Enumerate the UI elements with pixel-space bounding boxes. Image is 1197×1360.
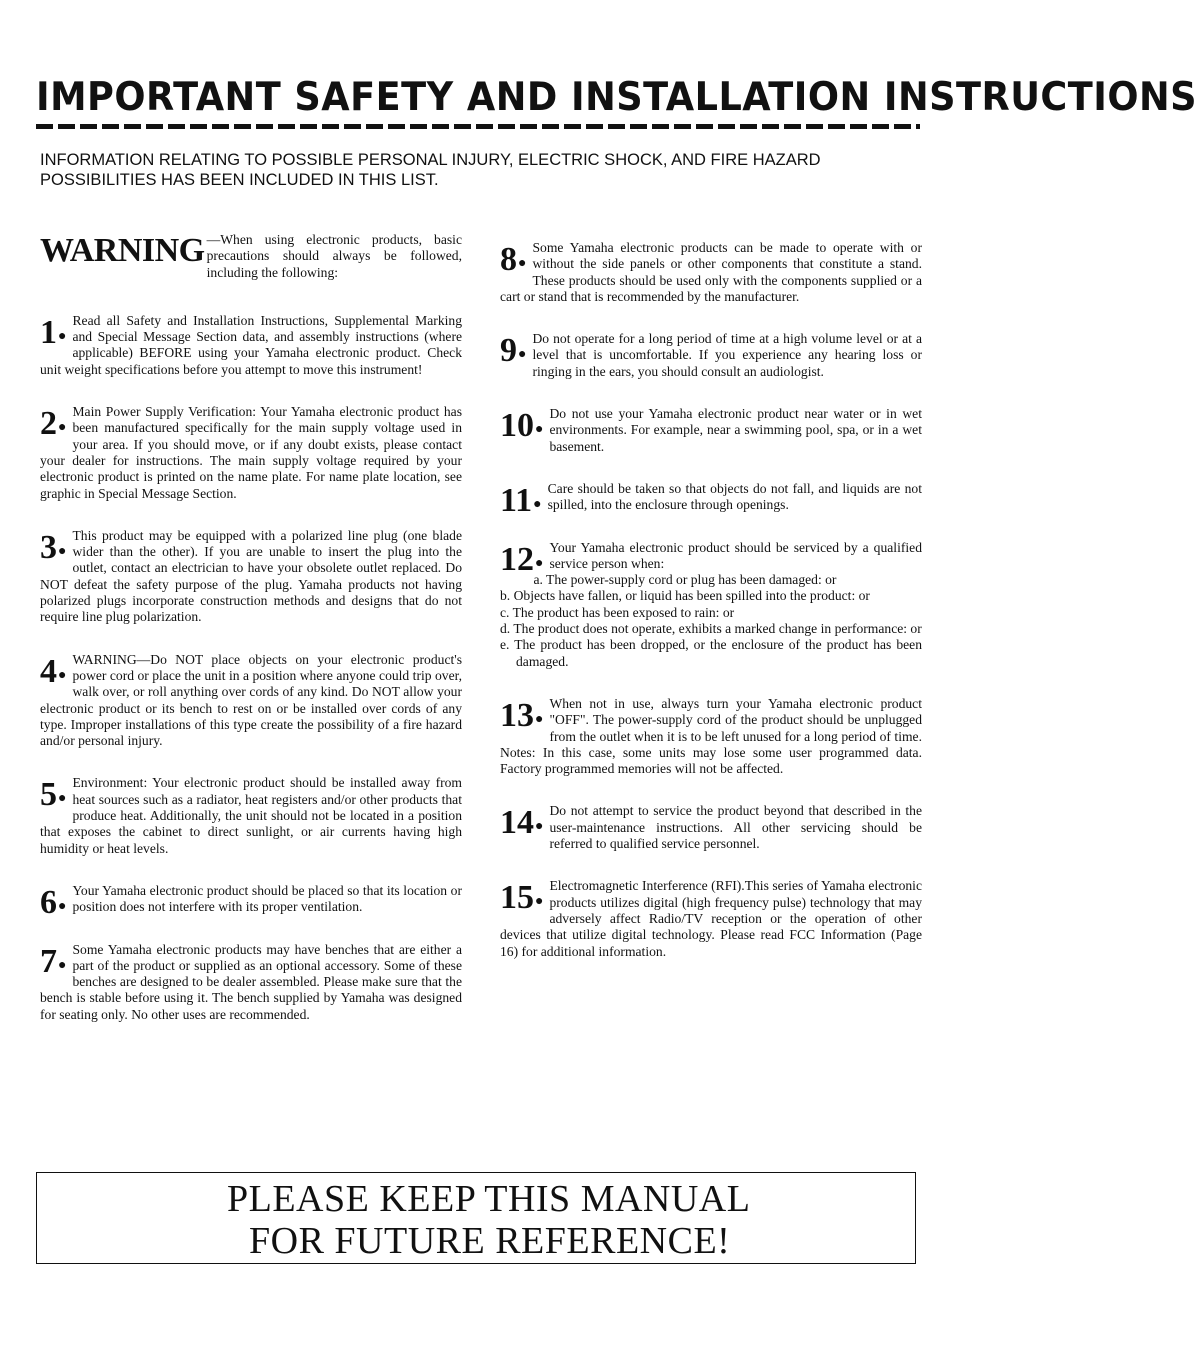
bullet-dot-icon: ● <box>58 667 67 683</box>
bullet-dot-icon: ● <box>58 791 67 807</box>
bullet-dot-icon: ● <box>535 422 544 438</box>
item-number-value: 2 <box>40 405 57 443</box>
safety-item <box>500 480 922 519</box>
safety-item <box>500 331 922 380</box>
bullet-dot-icon: ● <box>58 328 67 344</box>
item-number <box>40 313 67 351</box>
item-number-value: 10 <box>500 407 534 445</box>
item-text: Do not use your Yamaha electronic product near water or in wet environments. For example, near a swimming pool, spa, or in a wet basement. <box>549 406 922 454</box>
item-number-value: 1 <box>40 313 57 351</box>
safety-item <box>40 528 462 626</box>
safety-item <box>40 652 462 750</box>
item-number <box>40 405 67 443</box>
item-text: When not in use, always turn your Yamaha electronic product "OFF". The power-supply cord of the product should be unplugged from the outlet when it is to be left unused for a long period of time. Notes: In this case, some units may lose some user programmed data. Factory programmed memories will not be affected. <box>500 695 922 777</box>
item-text: Do not operate for a long period of time at a high volume level or at a level that is uncomfortable. If you experience any hearing loss or ringing in the ears, you should consult an audiologist. <box>532 331 922 379</box>
item-number <box>40 652 67 690</box>
safety-item <box>500 878 922 959</box>
list-item: d. The product does not operate, exhibits a marked change in performance: or <box>500 621 922 637</box>
item-number-value: 7 <box>40 942 57 980</box>
item-text: Care should be taken so that objects do not fall, and liquids are not spilled, into the enclosure through openings. <box>547 480 922 513</box>
list-item: c. The product has been exposed to rain: or <box>500 604 735 620</box>
item-text: Some Yamaha electronic products may have benches that are either a part of the product or supplied as an optional accessory. Some of these benches are designed to be dealer assembled. Please make sure that the bench is stable before using it. The bench supplied by Yamaha was designed for seating only. No other uses are recommended. <box>40 941 462 1022</box>
keep-manual-box <box>36 1172 916 1264</box>
item-number-value: 15 <box>500 879 534 917</box>
bullet-dot-icon: ● <box>58 957 67 973</box>
item-text: Environment: Your electronic product should be installed away from heat sources such as a radiator, heat registers and/or other products that produce heat. Additionally, the unit should not be located in a position that exposes the cabinet to direct sunlight, or air currents having high humidity or heat levels. <box>40 775 462 856</box>
bullet-dot-icon: ● <box>58 898 67 914</box>
item-text: Some Yamaha electronic products can be made to operate with or without the side panels or other components that constitute a stand. These products should be used only with the components supplied or a cart or stand that is recommended by the manufacturer. <box>500 240 922 304</box>
keep-manual-line-1: PLEASE KEEP THIS MANUAL <box>227 1178 751 1220</box>
item-text: Electromagnetic Interference (RFI).This series of Yamaha electronic products utilizes digital (high frequency pulse) technology that may adversely affect Radio/TV reception or the operation of other devices that utilize digital technology. Please read FCC Information (Page 16) for additional information. <box>500 878 922 959</box>
item-number-value: 12 <box>500 540 534 578</box>
bullet-dot-icon: ● <box>58 543 67 559</box>
item-number <box>500 804 544 842</box>
item-number <box>500 879 544 917</box>
left-column <box>40 232 462 1049</box>
item-number-value: 13 <box>500 696 534 734</box>
bullet-dot-icon: ● <box>535 555 544 571</box>
item-number-value: 11 <box>500 481 533 519</box>
item-text: Your Yamaha electronic product should be placed so that its location or position does not interfere with its proper ventilation. <box>72 882 462 915</box>
item-number <box>500 481 542 519</box>
bullet-dot-icon: ● <box>535 894 544 910</box>
warning-heading: WARNING <box>40 232 205 269</box>
bullet-dot-icon: ● <box>518 256 527 271</box>
keep-manual-line-2: FOR FUTURE REFERENCE! <box>249 1220 731 1262</box>
list-item: a. The power-supply cord or plug has been damaged: or <box>533 572 837 588</box>
item-number <box>500 407 544 445</box>
safety-item <box>500 803 922 852</box>
item-number-value: 4 <box>40 652 57 690</box>
item-number-value: 5 <box>40 776 57 814</box>
item-number <box>40 883 67 921</box>
bullet-dot-icon: ● <box>535 819 544 835</box>
item-number-value: 8 <box>500 241 517 278</box>
bullet-dot-icon: ● <box>533 496 542 512</box>
item-number-value: 9 <box>500 332 517 370</box>
safety-item <box>40 882 462 921</box>
list-item: e. The product has been dropped, or the enclosure of the product has been damaged. <box>500 637 922 669</box>
warning-block <box>40 232 462 281</box>
item-number-value: 3 <box>40 528 57 566</box>
bullet-dot-icon: ● <box>535 711 544 727</box>
safety-item <box>500 696 922 777</box>
safety-item <box>500 406 922 455</box>
item-text: Your Yamaha electronic product should be serviced by a qualified service person when: <box>549 539 922 571</box>
item-text: This product may be equipped with a polarized line plug (one blade wider than the other). If you are unable to insert the plug into the outlet, contact an electrician to have your obsolete outlet replaced. Do NOT defeat the safety purpose of the plug. Yamaha products not having polarized plugs incorporate construction methods and designs that do not require line plug polarization. <box>40 527 462 625</box>
item-number <box>40 528 67 566</box>
safety-item <box>40 942 462 1023</box>
item-number <box>500 241 527 278</box>
safety-item <box>40 404 462 502</box>
item-number <box>40 776 67 814</box>
page-title: IMPORTANT SAFETY AND INSTALLATION INSTRUCTIONS <box>36 75 1197 120</box>
item-text: WARNING—Do NOT place objects on your electronic product's power cord or place the unit in a position where anyone could trip over, walk over, or roll anything over cords of any kind. Do NOT allow your electronic product or its bench to rest on or be installed over cords of any type. Improper installations of this type create the possibility of a fire hazard and/or personal injury. <box>40 651 462 749</box>
item-number <box>40 942 67 980</box>
item-text: Main Power Supply Verification: Your Yamaha electronic product has been manufactured specifically for the main supply voltage used in your area. If you should move, or if any doubt exists, please contact your dealer for instructions. The main supply voltage required by your electronic product is printed on the name plate. For name plate location, see graphic in Special Message Section. <box>40 404 462 501</box>
service-conditions-list <box>500 572 922 670</box>
list-item: b. Objects have fallen, or liquid has been spilled into the product: or <box>500 588 870 604</box>
intro-notice: INFORMATION RELATING TO POSSIBLE PERSONAL INJURY, ELECTRIC SHOCK, AND FIRE HAZARD POSSIBILITIES HAS BEEN INCLUDED IN THIS LIST. <box>40 151 821 189</box>
warning-text: —When using electronic products, basic precautions should always be followed, including the following: <box>206 232 462 280</box>
dashed-divider <box>36 124 920 129</box>
item-number <box>500 696 544 734</box>
item-number <box>500 332 527 370</box>
safety-item <box>40 775 462 856</box>
item-text: Do not attempt to service the product beyond that described in the user-maintenance instructions. All other servicing should be referred to qualified service personnel. <box>549 803 922 852</box>
bullet-dot-icon: ● <box>518 347 527 363</box>
item-number-value: 14 <box>500 804 534 842</box>
item-text: Read all Safety and Installation Instructions, Supplemental Marking and Special Message Section data, and assembly instructions (where applicable) BEFORE using your Yamaha electronic product. Check unit weight specifications before you attempt to move this instrument! <box>40 312 462 377</box>
safety-item <box>500 240 922 305</box>
safety-item <box>40 313 462 378</box>
safety-item <box>500 540 922 670</box>
item-number-value: 6 <box>40 883 57 921</box>
right-column <box>500 240 922 986</box>
bullet-dot-icon: ● <box>58 420 67 436</box>
